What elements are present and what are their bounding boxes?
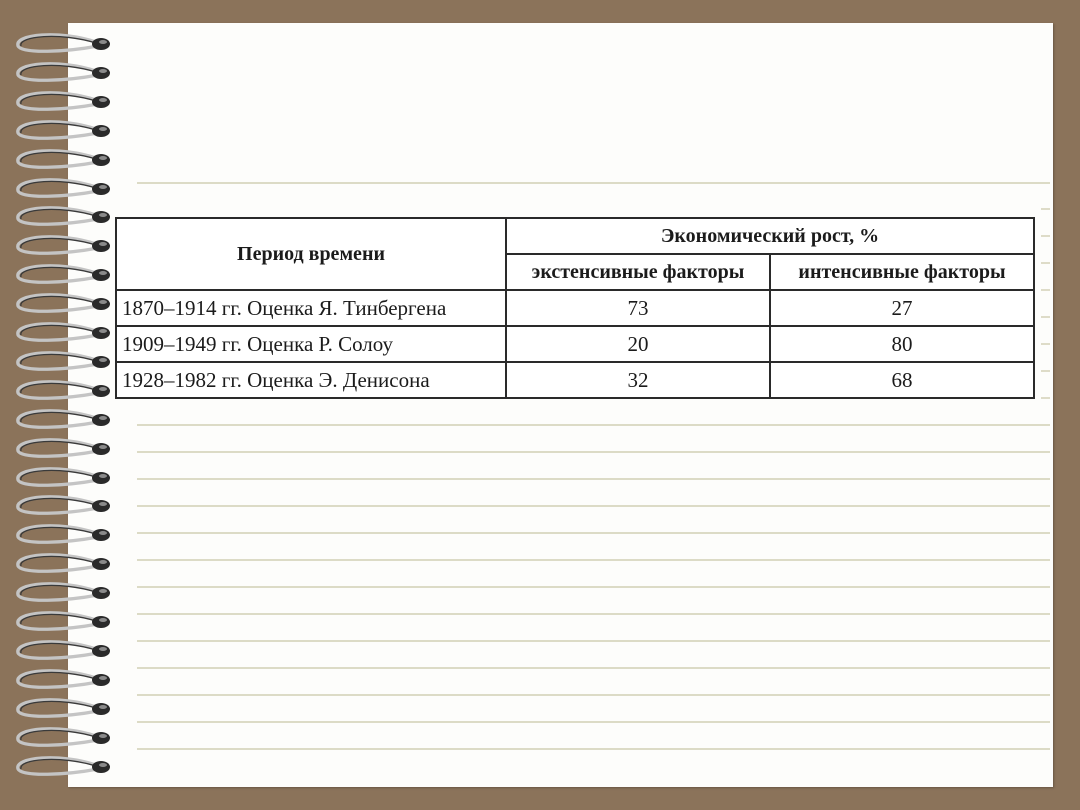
notebook-page [68,23,1053,787]
period-header: Период времени [116,218,506,290]
table-row [116,362,1034,398]
growth-header: Экономический рост, % [506,218,1034,254]
period-cell: 1870–1914 гг. Оценка Я. Тинбергена [116,290,506,326]
extensive-value: 73 [506,290,770,326]
extensive-factors-header: экстенсивные факторы [506,254,770,290]
table-row [116,326,1034,362]
intensive-value: 27 [770,290,1034,326]
extensive-value: 32 [506,362,770,398]
intensive-value: 80 [770,326,1034,362]
intensive-factors-header: интенсивные факторы [770,254,1034,290]
period-cell: 1928–1982 гг. Оценка Э. Денисона [116,362,506,398]
extensive-value: 20 [506,326,770,362]
period-cell: 1909–1949 гг. Оценка Р. Солоу [116,326,506,362]
intensive-value: 68 [770,362,1034,398]
economic-growth-table [115,217,1035,399]
table-row [116,290,1034,326]
